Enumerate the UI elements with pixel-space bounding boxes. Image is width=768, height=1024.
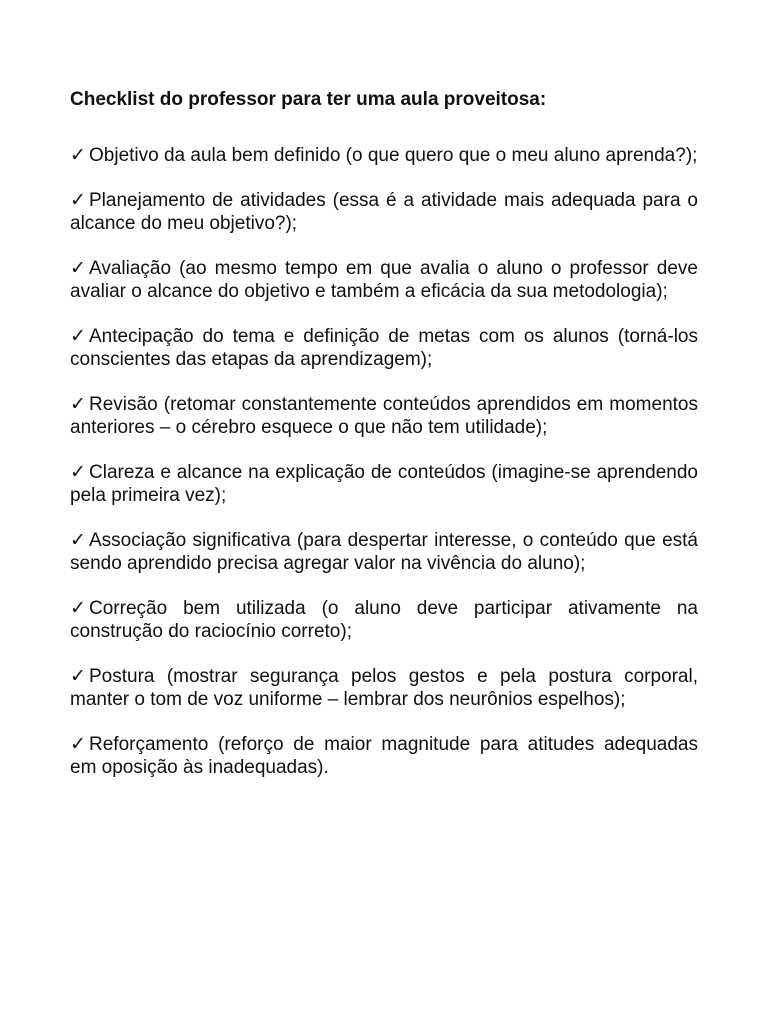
checklist-item: [70, 529, 698, 575]
checklist-item: [70, 597, 698, 643]
checklist-item-text: Clareza e alcance na explicação de conteúdos (imagine-se aprendendo pela primeira vez);: [70, 462, 698, 506]
checklist-item: [70, 144, 698, 167]
checklist-item-text: Correção bem utilizada (o aluno deve participar ativamente na construção do raciocínio correto);: [70, 598, 698, 642]
checklist-item: [70, 257, 698, 303]
checklist-item-text: Postura (mostrar segurança pelos gestos e pela postura corporal, manter o tom de voz uniforme – lembrar dos neurônios espelhos);: [70, 666, 698, 710]
checklist: [70, 144, 698, 779]
checklist-item-text: Revisão (retomar constantemente conteúdos aprendidos em momentos anteriores – o cérebro esquece o que não tem utilidade);: [70, 394, 698, 438]
checklist-item-text: Objetivo da aula bem definido (o que quero que o meu aluno aprenda?);: [89, 145, 698, 166]
checklist-item: [70, 325, 698, 371]
check-icon: ✓: [70, 325, 86, 347]
checklist-item: [70, 461, 698, 507]
checklist-item-text: Antecipação do tema e definição de metas com os alunos (torná-los conscientes das etapas da aprendizagem);: [70, 326, 698, 370]
checklist-item-text: Avaliação (ao mesmo tempo em que avalia o aluno o professor deve avaliar o alcance do objetivo e também a eficácia da sua metodologia);: [70, 258, 698, 302]
check-icon: ✓: [70, 144, 86, 166]
check-icon: ✓: [70, 529, 86, 551]
checklist-item-text: Associação significativa (para despertar interesse, o conteúdo que está sendo aprendido precisa agregar valor na vivência do aluno);: [70, 530, 698, 574]
check-icon: ✓: [70, 461, 86, 483]
check-icon: ✓: [70, 733, 86, 755]
check-icon: ✓: [70, 257, 86, 279]
check-icon: ✓: [70, 189, 86, 211]
checklist-item: [70, 393, 698, 439]
checklist-item-text: Reforçamento (reforço de maior magnitude para atitudes adequadas em oposição às inadequadas).: [70, 734, 698, 778]
check-icon: ✓: [70, 393, 86, 415]
document-title: Checklist do professor para ter uma aula proveitosa:: [70, 89, 547, 110]
checklist-item: [70, 733, 698, 779]
check-icon: ✓: [70, 597, 86, 619]
checklist-item: [70, 665, 698, 711]
checklist-item-text: Planejamento de atividades (essa é a atividade mais adequada para o alcance do meu objetivo?);: [70, 190, 698, 234]
checklist-item: [70, 189, 698, 235]
check-icon: ✓: [70, 665, 86, 687]
document-page: [70, 88, 698, 801]
